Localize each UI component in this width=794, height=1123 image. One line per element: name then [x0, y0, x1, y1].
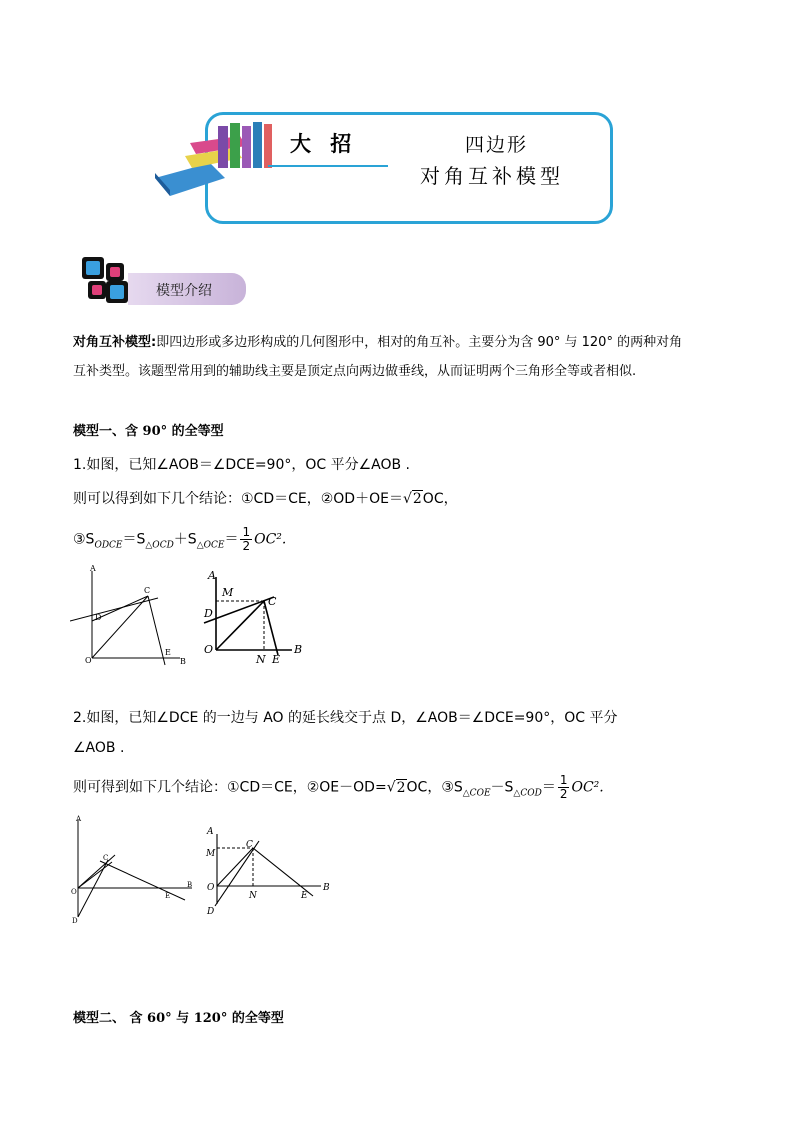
fig2a-label-a: A	[76, 815, 82, 823]
p1-oc-squared: OC².	[254, 531, 287, 548]
intro-line1: 即四边形或多边形构成的几何图形中，相对的角互补。主要分为含 90° 与 120° 的两种对角	[156, 335, 683, 350]
model1-p2-line3	[73, 774, 604, 801]
p1-plus-s: ＋S	[173, 531, 197, 548]
p1-eq-s: ＝S	[122, 531, 146, 548]
p2-sub-coe: △COE	[462, 788, 491, 799]
sqrt-radicand: 2	[396, 779, 406, 796]
model1-p1-line1: 1.如图，已知∠AOB＝∠DCE=90°，OC 平分∠AOB .	[73, 457, 411, 473]
fig2a-label-e: E	[165, 892, 171, 900]
fig1a-label-a: A	[90, 564, 96, 573]
intro-paragraph	[73, 333, 733, 381]
fig2b-label-c: C	[246, 840, 253, 850]
banner-title-line2: 对角互补模型	[420, 164, 564, 188]
banner-title-line1: 四边形	[465, 134, 529, 156]
section-squares-icon	[80, 255, 130, 305]
fig1b-label-m: M	[222, 586, 234, 599]
model1-p2-line1: 2.如图，已知∠DCE 的一边与 AO 的延长线交于点 D，∠AOB＝∠DCE=90°，OC 平分	[73, 710, 618, 726]
fig1a-label-c: C	[144, 586, 151, 595]
p2-fraction	[558, 774, 570, 801]
p2-s-symbol: OC，③S	[406, 779, 463, 796]
fig2b-label-d: D	[207, 907, 215, 917]
model1-p1-line3	[73, 526, 286, 553]
p1-frac-num: 1	[242, 525, 251, 539]
fig1b-label-b: B	[294, 643, 303, 656]
fig1b-label-c: C	[268, 595, 277, 608]
fig2a-label-b: B	[187, 881, 193, 889]
p2-oc-squared: OC².	[571, 779, 604, 796]
p2-frac-den: 2	[559, 787, 568, 801]
p1-sub-oce: △OCE	[196, 540, 225, 551]
fig2b-label-e: E	[301, 891, 308, 901]
fig2a-label-d: D	[72, 917, 78, 925]
intro-term: 对角互补模型:	[73, 335, 157, 350]
p2-eq: ＝	[541, 779, 556, 796]
fig1b-label-e: E	[272, 653, 281, 665]
fig1a-label-b: B	[180, 657, 186, 666]
fig2b-label-n: N	[249, 891, 257, 901]
p2-line3-text: 则可得到如下几个结论：①CD＝CE，②OE－OD=	[73, 779, 387, 796]
fig1b-label-d: D	[204, 607, 213, 620]
p2-minus-s: －S	[490, 779, 514, 796]
model1-p2-line2: ∠AOB .	[73, 740, 125, 756]
fig1b-label-n: N	[256, 653, 266, 665]
figure-2a	[70, 815, 195, 927]
fig2a-label-c: C	[103, 854, 109, 862]
p1-sub-ocd: △OCD	[145, 540, 174, 551]
p2-frac-num: 1	[559, 773, 568, 787]
fig2b-label-o: O	[207, 883, 215, 893]
p2-sub-cod: △COD	[513, 788, 542, 799]
sqrt-symbol: √2	[402, 491, 422, 507]
figure-1b	[200, 565, 310, 665]
model2-heading: 模型二、 含 60° 与 120° 的全等型	[73, 1011, 284, 1026]
fig1b-label-o: O	[204, 643, 214, 656]
fig1a-label-d: D	[95, 613, 102, 622]
model1-p1-line2	[73, 488, 458, 508]
section-label: 模型介绍	[156, 283, 212, 299]
model1-heading: 模型一、含 90° 的全等型	[73, 424, 224, 439]
fig2b-label-m: M	[206, 849, 216, 859]
fig1a-label-o: O	[85, 656, 92, 665]
fig2b-label-a: A	[207, 827, 214, 837]
banner-big-label: 大 招	[290, 131, 358, 156]
p1-eq: ＝	[224, 531, 239, 548]
fig1a-label-e: E	[165, 648, 171, 657]
sqrt-symbol: √2	[386, 779, 406, 796]
fig1b-label-a: A	[208, 569, 216, 582]
p1-sub-odce: ODCE	[94, 540, 123, 551]
p1-s-symbol: ③S	[73, 531, 95, 548]
p1-line2-text: 则可以得到如下几个结论：①CD＝CE，②OD＋OE＝	[73, 491, 403, 507]
sqrt-radicand: 2	[412, 491, 422, 507]
p1-line2-tail: OC，	[422, 491, 458, 507]
banner-divider	[268, 165, 388, 167]
fig2a-label-o: O	[71, 888, 77, 896]
p1-frac-den: 2	[242, 539, 251, 553]
books-icon	[150, 118, 275, 198]
figure-2b	[203, 826, 333, 918]
figure-1a	[70, 563, 190, 668]
p1-fraction	[240, 526, 252, 553]
intro-line2: 互补类型。该题型常用到的辅助线主要是顶定点向两边做垂线，从而证明两个三角形全等或者相似.	[73, 364, 637, 379]
fig2b-label-b: B	[323, 883, 330, 893]
